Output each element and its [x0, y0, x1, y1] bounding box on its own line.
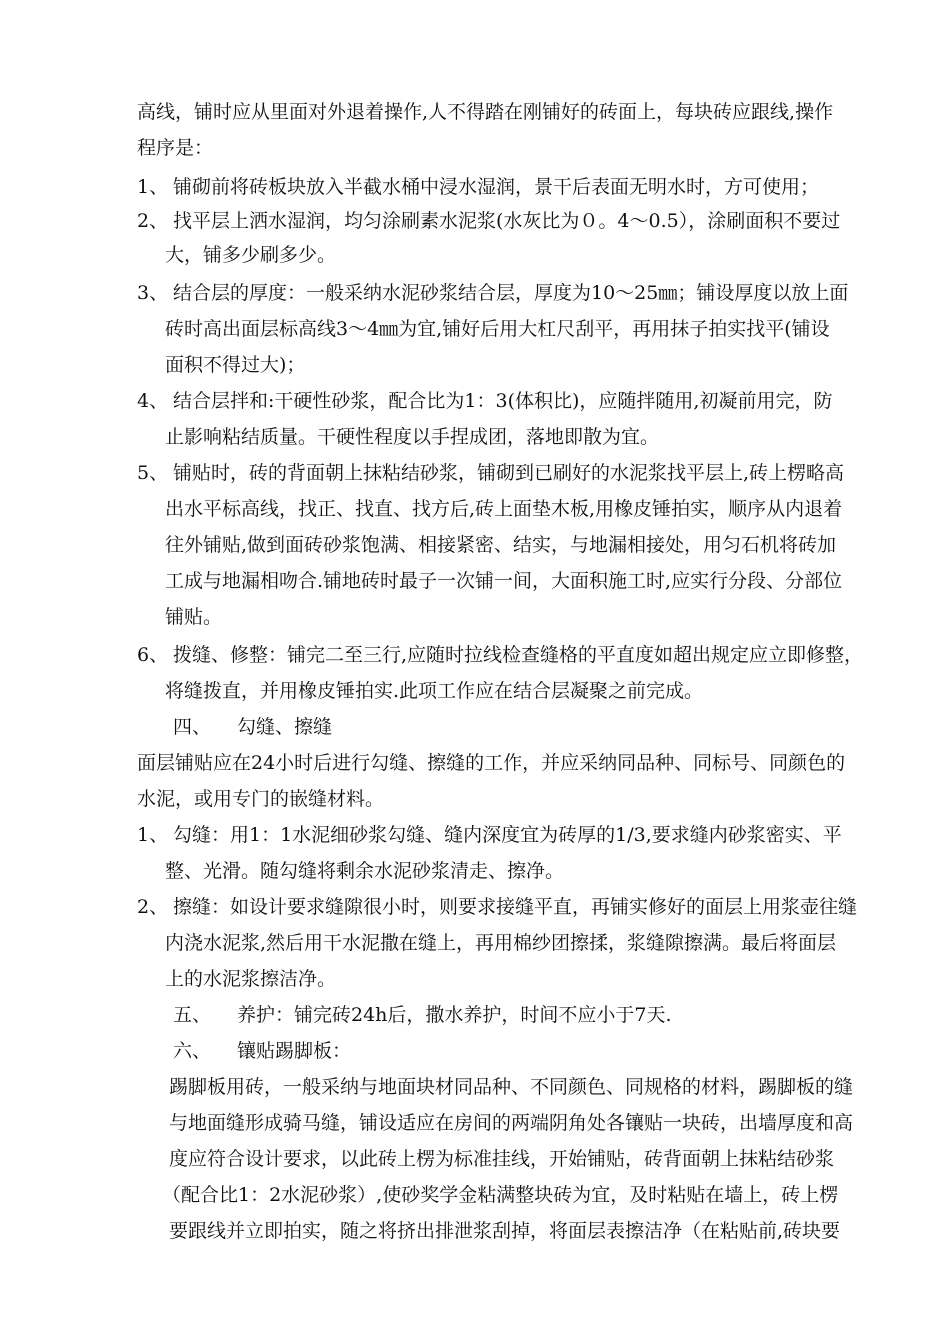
list-item-text: 面积不得过大)；	[165, 354, 306, 376]
section-heading: 勾缝、擦缝	[237, 716, 333, 738]
section-heading: 镶贴踢脚板：	[237, 1040, 352, 1062]
list-item-text: 上的水泥浆擦洁净。	[165, 968, 337, 990]
list-item-text: 铺砌前将砖板块放入半截水桶中浸水湿润，景干后表面无明水时，方可使用；	[173, 176, 820, 198]
list-item-text: 铺贴时，砖的背面朝上抹粘结砂浆，铺砌到已刷好的水泥浆找平层上,砖上楞略高	[173, 462, 845, 484]
text-line: 踢脚板用砖，一般采纳与地面块材同品种、不同颜色、同规格的材料，踢脚板的缝	[169, 1076, 854, 1098]
list-item-text: 结合层的厚度：一般采纳水泥砂浆结合层，厚度为10～25㎜；铺设厚度以放上面	[173, 282, 849, 304]
list-item-text: 擦缝：如设计要求缝隙很小时，则要求接缝平直，再铺实修好的面层上用浆壶往缝	[173, 896, 858, 918]
list-number: 5、	[137, 462, 169, 484]
section-heading: 养护：铺完砖24h后，撒水养护，时间不应小于7天.	[237, 1004, 672, 1026]
text-line: 要跟线并立即拍实，随之将挤出排泄浆刮掉，将面层表擦洁净（在粘贴前,砖块要	[169, 1220, 841, 1242]
text-line: 高线，铺时应从里面对外退着操作,人不得踏在刚铺好的砖面上，每块砖应跟线,操作	[137, 101, 834, 123]
list-item-text: 往外铺贴,做到面砖砂浆饱满、相接紧密、结实，与地漏相接处，用匀石机将砖加	[165, 534, 837, 556]
text-line: （配合比1：2水泥砂浆）,使砂奖学金粘满整块砖为宜，及时粘贴在墙上，砖上楞	[162, 1184, 839, 1206]
list-item-text: 勾缝：用1：1水泥细砂浆勾缝、缝内深度宜为砖厚的1/3,要求缝内砂浆密实、平	[173, 824, 842, 846]
list-item-text: 出水平标高线，找正、找直、找方后,砖上面垫木板,用橡皮锤拍实，顺序从内退着	[165, 498, 843, 520]
list-item-text: 整、光滑。随勾缝将剩余水泥砂浆清走、擦净。	[165, 860, 565, 882]
text-line: 程序是：	[137, 137, 214, 159]
list-item-text: 结合层拌和:干硬性砂浆，配合比为1：3(体积比)，应随拌随用,初凝前用完，防	[173, 390, 833, 412]
text-line: 水泥，或用专门的嵌缝材料。	[137, 788, 385, 810]
list-item-text: 止影响粘结质量。干硬性程度以手捏成团，落地即散为宜。	[165, 426, 660, 448]
list-item-text: 内浇水泥浆,然后用干水泥撒在缝上，再用棉纱团擦揉，浆缝隙擦满。最后将面层	[165, 932, 837, 954]
text-line: 度应符合设计要求，以此砖上楞为标准挂线，开始铺贴，砖背面朝上抹粘结砂浆	[169, 1148, 835, 1170]
list-item-text: 找平层上洒水湿润，均匀涂刷素水泥浆(水灰比为０。4～0.5），涂刷面积不要过	[173, 210, 841, 232]
list-item-text: 铺贴。	[165, 606, 223, 628]
list-item-text: 拨缝、修整：铺完二至三行,应随时拉线检查缝格的平直度如超出规定应立即修整，	[173, 644, 864, 666]
section-number: 五、	[173, 1004, 212, 1026]
list-item-text: 砖时高出面层标高线3～4㎜为宜,铺好后用大杠尺刮平，再用抹子拍实找平(铺设	[165, 318, 830, 340]
text-line: 与地面缝形成骑马缝，铺设适应在房间的两端阴角处各镶贴一块砖，出墙厚度和高	[169, 1112, 854, 1134]
list-number: 2、	[137, 210, 169, 232]
list-number: 2、	[137, 896, 169, 918]
text-line: 面层铺贴应在24小时后进行勾缝、擦缝的工作，并应采纳同品种、同标号、同颜色的	[137, 752, 846, 774]
list-number: 4、	[137, 390, 169, 412]
section-number: 四、	[173, 716, 212, 738]
list-number: 6、	[137, 644, 169, 666]
list-number: 1、	[137, 824, 169, 846]
list-number: 3、	[137, 282, 169, 304]
list-item-text: 将缝拨直，并用橡皮锤拍实.此项工作应在结合层凝聚之前完成。	[165, 680, 704, 702]
list-number: 1、	[137, 176, 169, 198]
list-item-text: 大，铺多少刷多少。	[165, 244, 337, 266]
list-item-text: 工成与地漏相吻合.铺地砖时最子一次铺一间，大面积施工时,应实行分段、分部位	[165, 570, 843, 592]
section-number: 六、	[173, 1040, 212, 1062]
